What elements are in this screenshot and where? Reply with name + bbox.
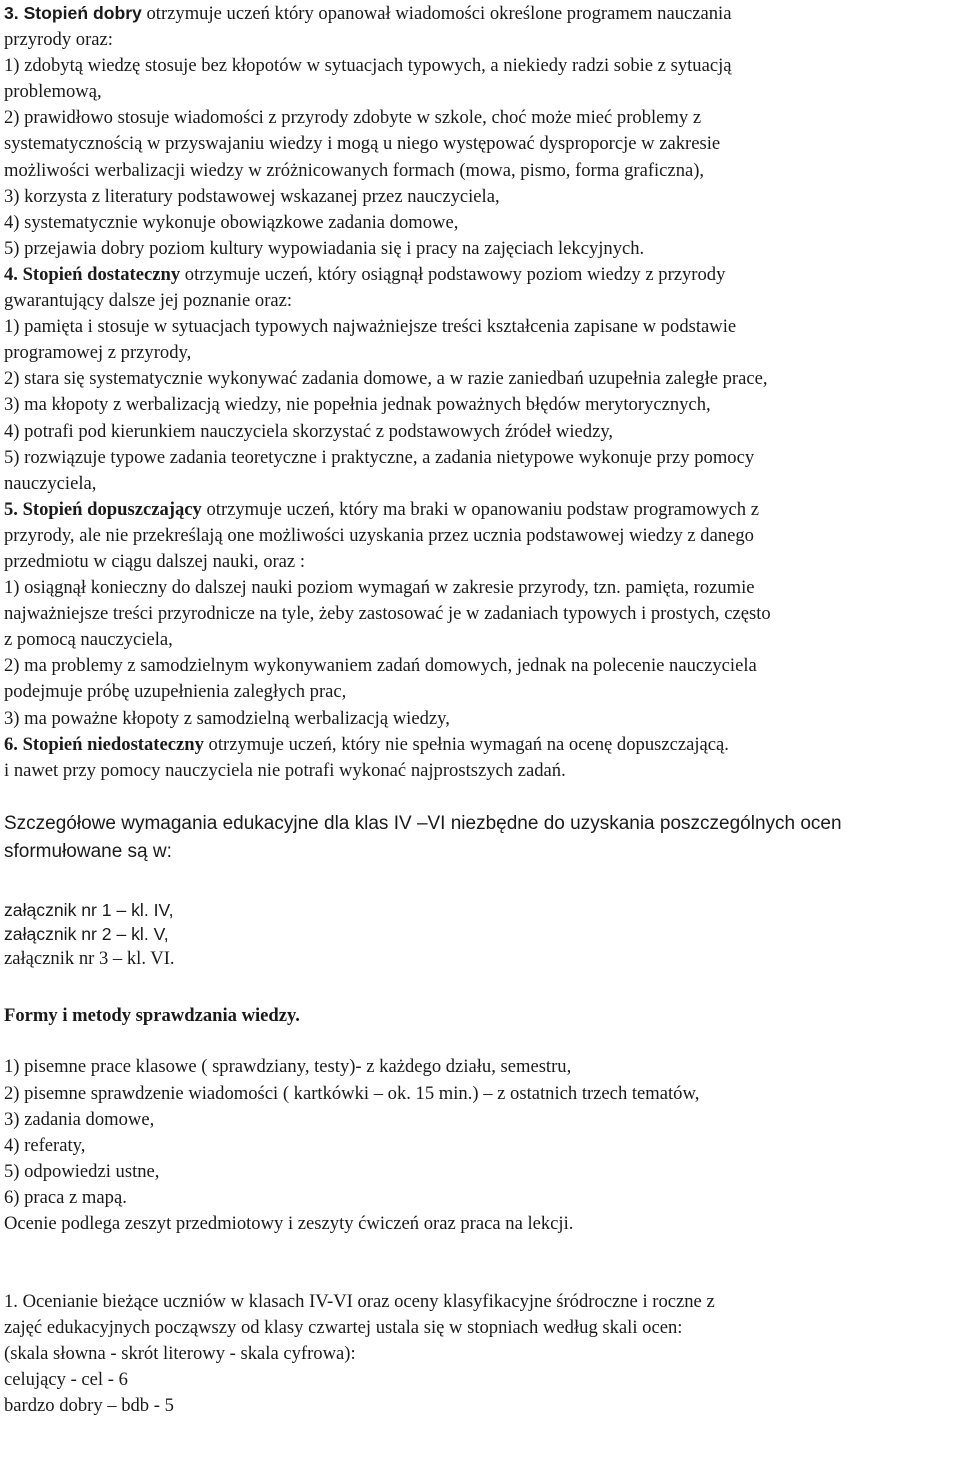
grade-4-intro: otrzymuje uczeń, który osiągnął podstawowy poziom wiedzy z przyrody [180,263,726,285]
document-page [4,0,956,1420]
attachment-item-2: załącznik nr 2 – kl. V, [4,924,169,945]
grade-3-heading-line [4,0,956,27]
text-line: 2) ma problemy z samodzielnym wykonywaniem zadań domowych, jednak na polecenie nauczyciela [4,655,757,677]
grade-3-intro: otrzymuje uczeń który opanował wiadomości określone programem nauczania [141,3,732,24]
grade-3-name: Stopień dobry [23,3,142,23]
text-line: możliwości werbalizacji wiedzy w zróżnicowanych formach (mowa, pismo, forma graficzna), [4,159,705,181]
forms-item: 1) pisemne prace klasowe ( sprawdziany, testy)- z każdego działu, semestru, [4,1056,572,1078]
requirements-line: sformułowane są w: [4,840,172,862]
text-line: 3) ma poważne kłopoty z samodzielną werbalizacją wiedzy, [4,707,450,729]
text-line: 1) osiągnął konieczny do dalszej nauki poziom wymagań w zakresie przyrody, tzn. pamięta, rozumie [4,577,755,599]
grade-3-section [4,0,956,262]
scale-line: (skala słowna - skrót literowy - skala cyfrowa): [4,1343,356,1365]
grade-6-number: 6. [4,733,23,755]
forms-section [4,1003,956,1237]
text-line: 1) pamięta i stosuje w sytuacjach typowych najważniejsze treści kształcenia zapisane w podstawie [4,316,737,338]
spacer [4,866,956,898]
grade-6-section [4,732,956,784]
scale-section [4,1289,956,1419]
grade-5-intro: otrzymuje uczeń, który ma braki w opanowaniu podstaw programowych z [201,498,759,520]
forms-item: 6) praca z mapą. [4,1186,127,1208]
scale-line: 1. Ocenianie bieżące uczniów w klasach IV-VI oraz oceny klasyfikacyjne śródroczne i roczne z [4,1291,715,1313]
grade-5-number: 5. [4,498,23,520]
spacer [4,971,956,1003]
grade-5-heading-line [4,497,956,523]
text-line: 3) korzysta z literatury podstawowej wskazanej przez nauczyciela, [4,185,500,207]
grade-6-heading-line [4,732,956,758]
requirements-section [4,810,956,972]
scale-line: zajęć edukacyjnych począwszy od klasy czwartej ustala się w stopniach według skali ocen: [4,1317,683,1339]
text-line: 2) stara się systematycznie wykonywać zadania domowe, a w razie zaniedbań uzupełnia zaległe prace, [4,368,768,390]
text-line: podejmuje próbę uzupełnienia zaległych prac, [4,681,347,703]
forms-heading: Formy i metody sprawdzania wiedzy. [4,1005,300,1027]
text-line: 4) potrafi pod kierunkiem nauczyciela skorzystać z podstawowych źródeł wiedzy, [4,420,614,442]
text-line: 5) rozwiązuje typowe zadania teoretyczne i praktyczne, a zadania nietypowe wykonuje przy pomocy [4,446,755,468]
attachment-item-1: załącznik nr 1 – kl. IV, [4,899,174,920]
text-line: przyrody, ale nie przekreślają one możliwości uzyskania przez ucznia podstawowej wiedzy z danego [4,524,754,546]
grade-6-intro: otrzymuje uczeń, który nie spełnia wymagań na ocenę dopuszczającą. [203,733,729,755]
text-line: problemową, [4,81,102,103]
forms-item: 2) pisemne sprawdzenie wiadomości ( kartkówki – ok. 15 min.) – z ostatnich trzech tematów, [4,1082,700,1104]
forms-item: 4) referaty, [4,1134,86,1156]
grade-4-heading-line [4,262,956,288]
grade-5-name: Stopień dopuszczający [22,498,202,520]
text-line: 1) zdobytą wiedzę stosuje bez kłopotów w sytuacjach typowych, a niekiedy radzi sobie z sytuacją [4,55,732,77]
attachment-item-3: załącznik nr 3 – kl. VI. [4,947,175,969]
grade-4-section [4,262,956,497]
text-line: gwarantujący dalsze jej poznanie oraz: [4,290,293,312]
text-line: nauczyciela, [4,472,97,494]
text-line: 5) przejawia dobry poziom kultury wypowiadania się i pracy na zajęciach lekcyjnych. [4,237,645,259]
requirements-line: Szczegółowe wymagania edukacyjne dla klas IV –VI niezbędne do uzyskania poszczególnych ocen [4,812,842,834]
scale-line: bardzo dobry – bdb - 5 [4,1395,174,1417]
text-line: 2) prawidłowo stosuje wiadomości z przyrody zdobyte w szkole, choć może mieć problemy z [4,107,702,129]
spacer [4,1029,956,1054]
grade-4-name: Stopień dostateczny [22,263,181,285]
spacer [4,1237,956,1289]
forms-item: 3) zadania domowe, [4,1108,155,1130]
grade-5-section [4,497,956,732]
text-line: systematycznością w przyswajaniu wiedzy i mogą u niego występować dysproporcje w zakresie [4,133,721,155]
spacer [4,784,956,810]
forms-item: 5) odpowiedzi ustne, [4,1160,160,1182]
text-line: programowej z przyrody, [4,342,192,364]
forms-note: Ocenie podlega zeszyt przedmiotowy i zeszyty ćwiczeń oraz praca na lekcji. [4,1212,574,1234]
text-line: 4) systematycznie wykonuje obowiązkowe zadania domowe, [4,211,459,233]
scale-line: celujący - cel - 6 [4,1369,128,1391]
text-line: 3) ma kłopoty z werbalizacją wiedzy, nie popełnia jednak poważnych błędów merytorycznych, [4,394,711,416]
text-line: najważniejsze treści przyrodnicze na tyle, żeby zastosować je w zadaniach typowych i prostych, często [4,603,771,625]
text-line: z pomocą nauczyciela, [4,629,173,651]
grade-3-number: 3. [4,3,24,23]
text-line: i nawet przy pomocy nauczyciela nie potrafi wykonać najprostszych zadań. [4,759,566,781]
text-line: przyrody oraz: [4,29,113,51]
grade-4-number: 4. [4,263,23,285]
text-line: przedmiotu w ciągu dalszej nauki, oraz : [4,550,306,572]
grade-6-name: Stopień niedostateczny [22,733,204,755]
